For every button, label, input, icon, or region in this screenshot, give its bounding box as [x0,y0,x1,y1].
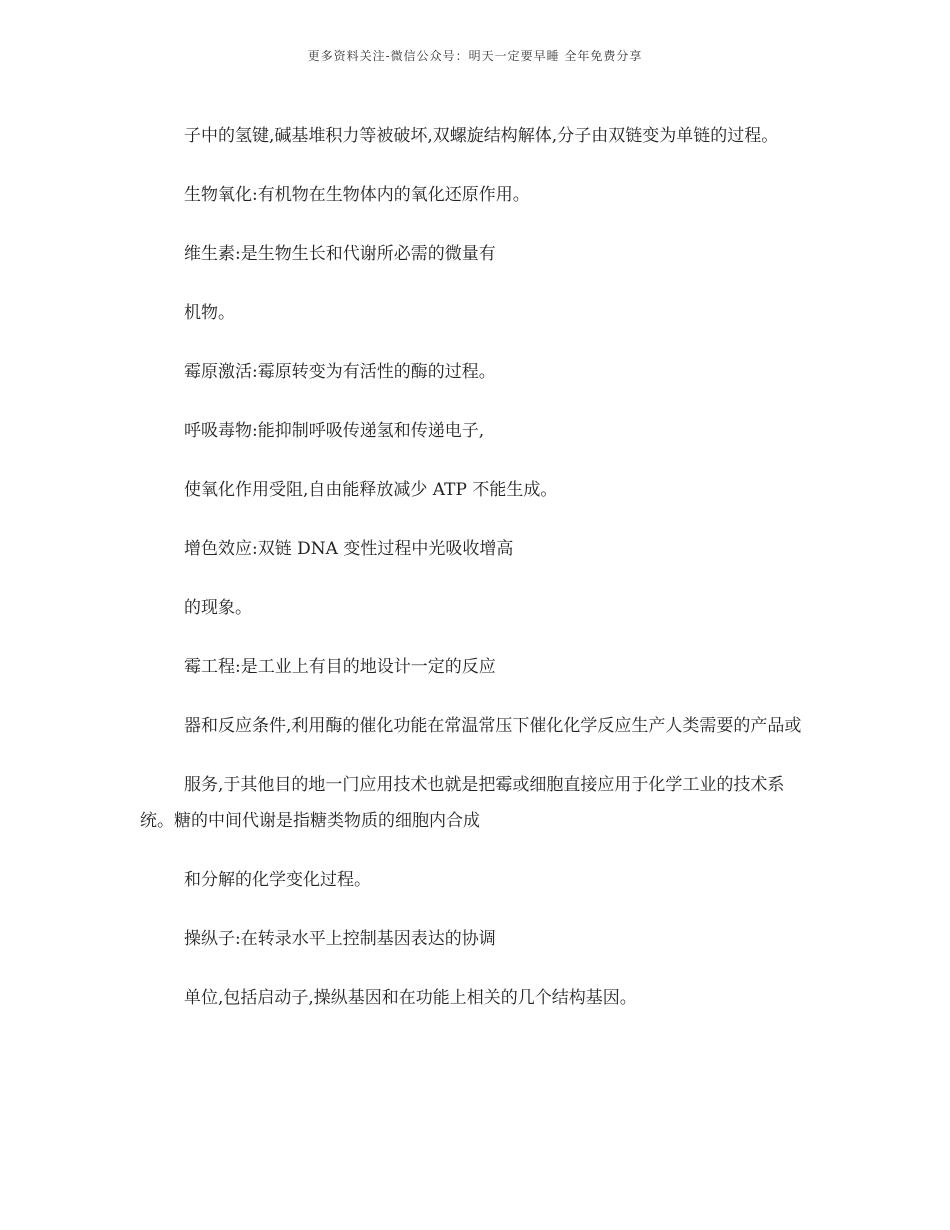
document-body [140,118,810,1039]
paragraph: 霉原激活:霉原转变为有活性的酶的过程。 [184,362,496,382]
paragraph: 操纵子:在转录水平上控制基因表达的协调 [184,929,496,949]
paragraph: 生物氧化:有机物在生物体内的氧化还原作用。 [184,185,530,205]
paragraph: 呼吸毒物:能抑制呼吸传递氢和传递电子, [184,421,485,441]
paragraph: 增色效应:双链 DNA 变性过程中光吸收增高 [184,539,514,559]
paragraph: 使氧化作用受阻,自由能释放减少 ATP 不能生成。 [184,480,558,500]
paragraph: 子中的氢键,碱基堆积力等被破坏,双螺旋结构解体,分子由双链变为单链的过程。 [184,126,779,146]
paragraph: 的现象。 [184,598,252,618]
paragraph: 服务,于其他目的地一门应用技术也就是把霉或细胞直接应用于化学工业的技术系统。糖的中间代谢是指糖类物质的细胞内合成 [140,775,785,831]
page-header: 更多资料关注-微信公众号：明天一定要早睡 全年免费分享 [307,49,643,63]
paragraph: 单位,包括启动子,操纵基因和在功能上相关的几个结构基因。 [184,988,637,1008]
paragraph: 机物。 [184,303,235,323]
paragraph: 器和反应条件,利用酶的催化功能在常温常压下催化化学反应生产人类需要的产品或 [184,716,802,736]
paragraph: 霉工程:是工业上有目的地设计一定的反应 [184,657,496,677]
paragraph: 维生素:是生物生长和代谢所必需的微量有 [184,244,496,264]
paragraph: 和分解的化学变化过程。 [184,870,371,890]
